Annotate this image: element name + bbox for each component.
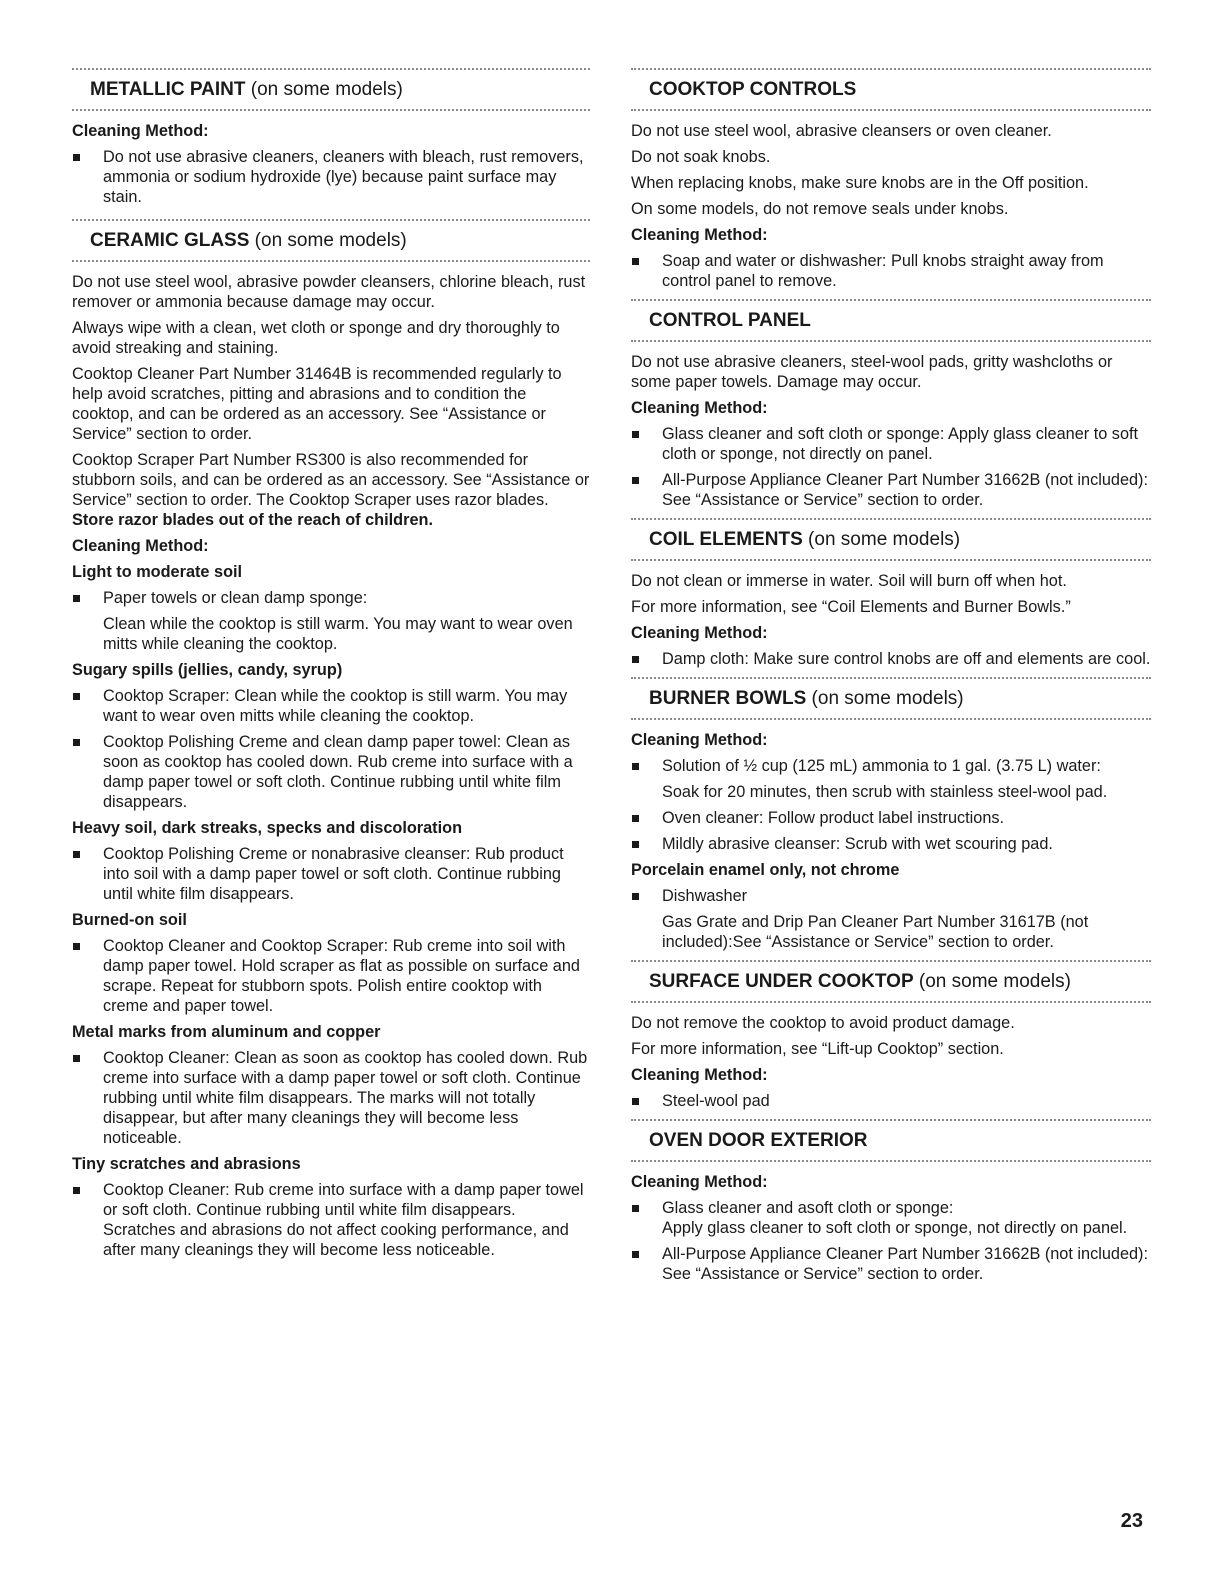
list-item-text: Cooktop Polishing Creme and clean damp paper towel: Clean as soon as cooktop has cooled down. Rub creme into surface with a damp paper towel or soft cloth. Continue rubbing until white film disappears.: [103, 733, 573, 811]
list-item-text: Glass cleaner and soft cloth or sponge: Apply glass cleaner to soft cloth or sponge, not directly on panel.: [662, 425, 1139, 463]
paragraph-text: Gas Grate and Drip Pan Cleaner Part Number 31617B (not included):: [662, 913, 1089, 951]
subheading: Heavy soil, dark streaks, specks and discoloration: [72, 819, 463, 837]
list-item-text: Mildly abrasive cleanser: Scrub with wet scouring pad.: [662, 835, 1053, 853]
section-heading: [631, 68, 1151, 111]
heading-title: CERAMIC GLASS: [90, 230, 250, 251]
subheading: Porcelain enamel only, not chrome: [631, 861, 900, 879]
paragraph: On some models, do not remove seals under knobs.: [631, 200, 1009, 218]
list-item: [72, 936, 590, 1016]
paragraph: Do not soak knobs.: [631, 148, 771, 166]
list-item-text: Steel-wool pad: [662, 1092, 770, 1110]
list-item-text: Apply glass cleaner to soft cloth or sponge, not directly on panel.: [662, 1219, 1128, 1237]
bullet-icon: [632, 1205, 639, 1212]
paragraph-text: Cooktop Scraper Part Number RS300 is also recommended for stubborn soils, and can be ordered as an accessory. See “Assistance or Service” section to order. The Cooktop Scraper uses razor blades.: [72, 451, 590, 509]
list-item-text: Paper towels or clean damp sponge:: [103, 589, 368, 607]
paragraph: Do not use steel wool, abrasive cleansers or oven cleaner.: [631, 122, 1052, 140]
list-item-text: Do not use abrasive cleaners, cleaners with bleach, rust removers, ammonia or sodium hydroxide (lye) because paint surface may stain.: [103, 148, 584, 206]
subheading: Metal marks from aluminum and copper: [72, 1023, 381, 1041]
warning-text: Store razor blades out of the reach of children.: [72, 511, 433, 529]
cleaning-method-label: Cleaning Method:: [72, 122, 209, 140]
bullet-icon: [632, 258, 639, 265]
subheading: Light to moderate soil: [72, 563, 243, 581]
list-item: [72, 686, 590, 726]
cleaning-method-label: Cleaning Method:: [631, 399, 768, 417]
cleaning-method-label: Cleaning Method:: [631, 226, 768, 244]
list-item-text: See “Assistance or Service” section to order.: [662, 1265, 984, 1283]
cleaning-method-label: Cleaning Method:: [631, 1173, 768, 1191]
section-heading: [631, 960, 1151, 1003]
paragraph: For more information, see “Coil Elements and Burner Bowls.”: [631, 598, 1071, 616]
bullet-icon: [73, 1187, 80, 1194]
bullet-icon: [73, 693, 80, 700]
cleaning-method-label: Cleaning Method:: [631, 624, 768, 642]
heading-qualifier: (on some models): [245, 79, 403, 100]
list-item: [72, 1180, 590, 1260]
list-item: [72, 732, 590, 812]
section-oven-door-exterior: [631, 1119, 1151, 1284]
list-item-text: Damp cloth: Make sure control knobs are off and elements are cool.: [662, 650, 1151, 668]
list-item: [72, 1048, 590, 1148]
section-surface-under-cooktop: [631, 960, 1151, 1111]
bullet-icon: [632, 656, 639, 663]
section-ceramic-glass: [72, 219, 590, 1260]
paragraph: For more information, see “Lift-up Cooktop” section.: [631, 1040, 1004, 1058]
list-item: [631, 756, 1151, 776]
bullet-icon: [632, 893, 639, 900]
section-heading: [72, 68, 590, 111]
list-item: [631, 424, 1151, 464]
section-heading: [631, 299, 1151, 342]
paragraph: Do not use abrasive cleaners, steel-wool pads, gritty washcloths or some paper towels. Damage may occur.: [631, 353, 1113, 391]
bullet-icon: [73, 851, 80, 858]
paragraph: [72, 450, 590, 530]
list-item: [72, 844, 590, 904]
right-column: [631, 68, 1151, 1290]
heading-title: SURFACE UNDER COOKTOP: [649, 971, 914, 992]
subheading: Sugary spills (jellies, candy, syrup): [72, 661, 343, 679]
heading-title: OVEN DOOR EXTERIOR: [649, 1130, 868, 1151]
section-heading: [631, 518, 1151, 561]
section-cooktop-controls: [631, 68, 1151, 291]
bullet-icon: [632, 841, 639, 848]
list-item-text: All-Purpose Appliance Cleaner Part Number 31662B (not included):: [662, 1245, 1148, 1263]
list-item: [72, 588, 590, 608]
subheading: Tiny scratches and abrasions: [72, 1155, 301, 1173]
cleaning-method-label: Cleaning Method:: [72, 537, 209, 555]
left-column: [72, 68, 590, 1266]
paragraph: When replacing knobs, make sure knobs are in the Off position.: [631, 174, 1089, 192]
list-item: [631, 808, 1151, 828]
bullet-icon: [73, 943, 80, 950]
cleaning-method-label: Cleaning Method:: [631, 1066, 768, 1084]
bullet-icon: [73, 154, 80, 161]
list-item-text: Cooktop Cleaner: Clean as soon as cooktop has cooled down. Rub creme into surface with a damp paper towel or soft cloth. Continue rubbing until white film disappears. The marks will not totally disappear, but after many cleanings they will become less noticeable.: [103, 1049, 588, 1147]
list-item: [631, 886, 1151, 906]
heading-qualifier: (on some models): [802, 529, 961, 550]
list-item-text: Cooktop Cleaner: Rub creme into surface with a damp paper towel or soft cloth. Continue rubbing until white film disappears. Scratches and abrasions do not affect cooking performance, and after many cleanings they will become less noticeable.: [103, 1181, 584, 1259]
list-item: [631, 1244, 1151, 1284]
list-item-text: Soap and water or dishwasher: Pull knobs straight away from control panel to remove.: [662, 252, 1104, 290]
list-item-text: Cooktop Polishing Creme or nonabrasive cleanser: Rub product into soil with a damp paper towel or soft cloth. Continue rubbing until white film disappears.: [103, 845, 564, 903]
list-item: [631, 1198, 1151, 1238]
list-item: [631, 470, 1151, 510]
page-number: 23: [1120, 1510, 1143, 1532]
list-item-text: See “Assistance or Service” section to order.: [662, 491, 984, 509]
bullet-icon: [632, 1098, 639, 1105]
paragraph-text: See “Assistance or Service” section to order.: [732, 933, 1054, 951]
heading-title: CONTROL PANEL: [649, 310, 811, 331]
list-item: [631, 834, 1151, 854]
indented-paragraph: Soak for 20 minutes, then scrub with stainless steel-wool pad.: [662, 783, 1108, 801]
list-item-text: Cooktop Cleaner and Cooktop Scraper: Rub creme into soil with damp paper towel. Hold scraper as flat as possible on surface and scrape. Repeat for stubborn spots. Polish entire cooktop with creme and paper towel.: [103, 937, 580, 1015]
section-heading: [72, 219, 590, 262]
bullet-icon: [632, 1251, 639, 1258]
bullet-icon: [632, 431, 639, 438]
section-heading: [631, 1119, 1151, 1162]
list-item: [631, 1091, 1151, 1111]
heading-qualifier: (on some models): [249, 230, 407, 251]
bullet-icon: [632, 477, 639, 484]
subheading: Burned-on soil: [72, 911, 187, 929]
paragraph: Do not clean or immerse in water. Soil will burn off when hot.: [631, 572, 1067, 590]
section-burner-bowls: [631, 677, 1151, 952]
section-heading: [631, 677, 1151, 720]
bullet-icon: [73, 1055, 80, 1062]
heading-title: METALLIC PAINT: [90, 79, 246, 100]
list-item-text: Dishwasher: [662, 887, 748, 905]
paragraph: Cooktop Cleaner Part Number 31464B is recommended regularly to help avoid scratches, pitting and abrasions and to condition the cooktop, and can be ordered as an accessory. See “Assistance or Service” section to order.: [72, 365, 562, 443]
list-item: [631, 251, 1151, 291]
heading-title: COIL ELEMENTS: [649, 529, 803, 550]
indented-paragraph: Clean while the cooktop is still warm. You may want to wear oven mitts while cleaning the cooktop.: [103, 615, 573, 653]
bullet-icon: [73, 595, 80, 602]
bullet-icon: [73, 739, 80, 746]
list-item-text: Glass cleaner and asoft cloth or sponge:: [662, 1199, 954, 1217]
bullet-icon: [632, 815, 639, 822]
paragraph: Always wipe with a clean, wet cloth or sponge and dry thoroughly to avoid streaking and staining.: [72, 319, 560, 357]
bullet-icon: [632, 763, 639, 770]
heading-title: BURNER BOWLS: [649, 688, 807, 709]
section-metallic-paint: [72, 68, 590, 207]
heading-title: COOKTOP CONTROLS: [649, 79, 857, 100]
indented-paragraph: [631, 912, 1151, 952]
paragraph: Do not remove the cooktop to avoid product damage.: [631, 1014, 1015, 1032]
list-item-text: Solution of ½ cup (125 mL) ammonia to 1 gal. (3.75 L) water:: [662, 757, 1101, 775]
heading-qualifier: (on some models): [913, 971, 1071, 992]
list-item-text: All-Purpose Appliance Cleaner Part Number 31662B (not included):: [662, 471, 1148, 489]
paragraph: Do not use steel wool, abrasive powder cleansers, chlorine bleach, rust remover or ammonia because damage may occur.: [72, 273, 586, 311]
section-control-panel: [631, 299, 1151, 510]
section-coil-elements: [631, 518, 1151, 669]
cleaning-method-label: Cleaning Method:: [631, 731, 768, 749]
list-item: [72, 147, 590, 207]
heading-qualifier: (on some models): [806, 688, 964, 709]
list-item: [631, 649, 1151, 669]
list-item-text: Cooktop Scraper: Clean while the cooktop is still warm. You may want to wear oven mitts while cleaning the cooktop.: [103, 687, 568, 725]
list-item-text: Oven cleaner: Follow product label instructions.: [662, 809, 1005, 827]
